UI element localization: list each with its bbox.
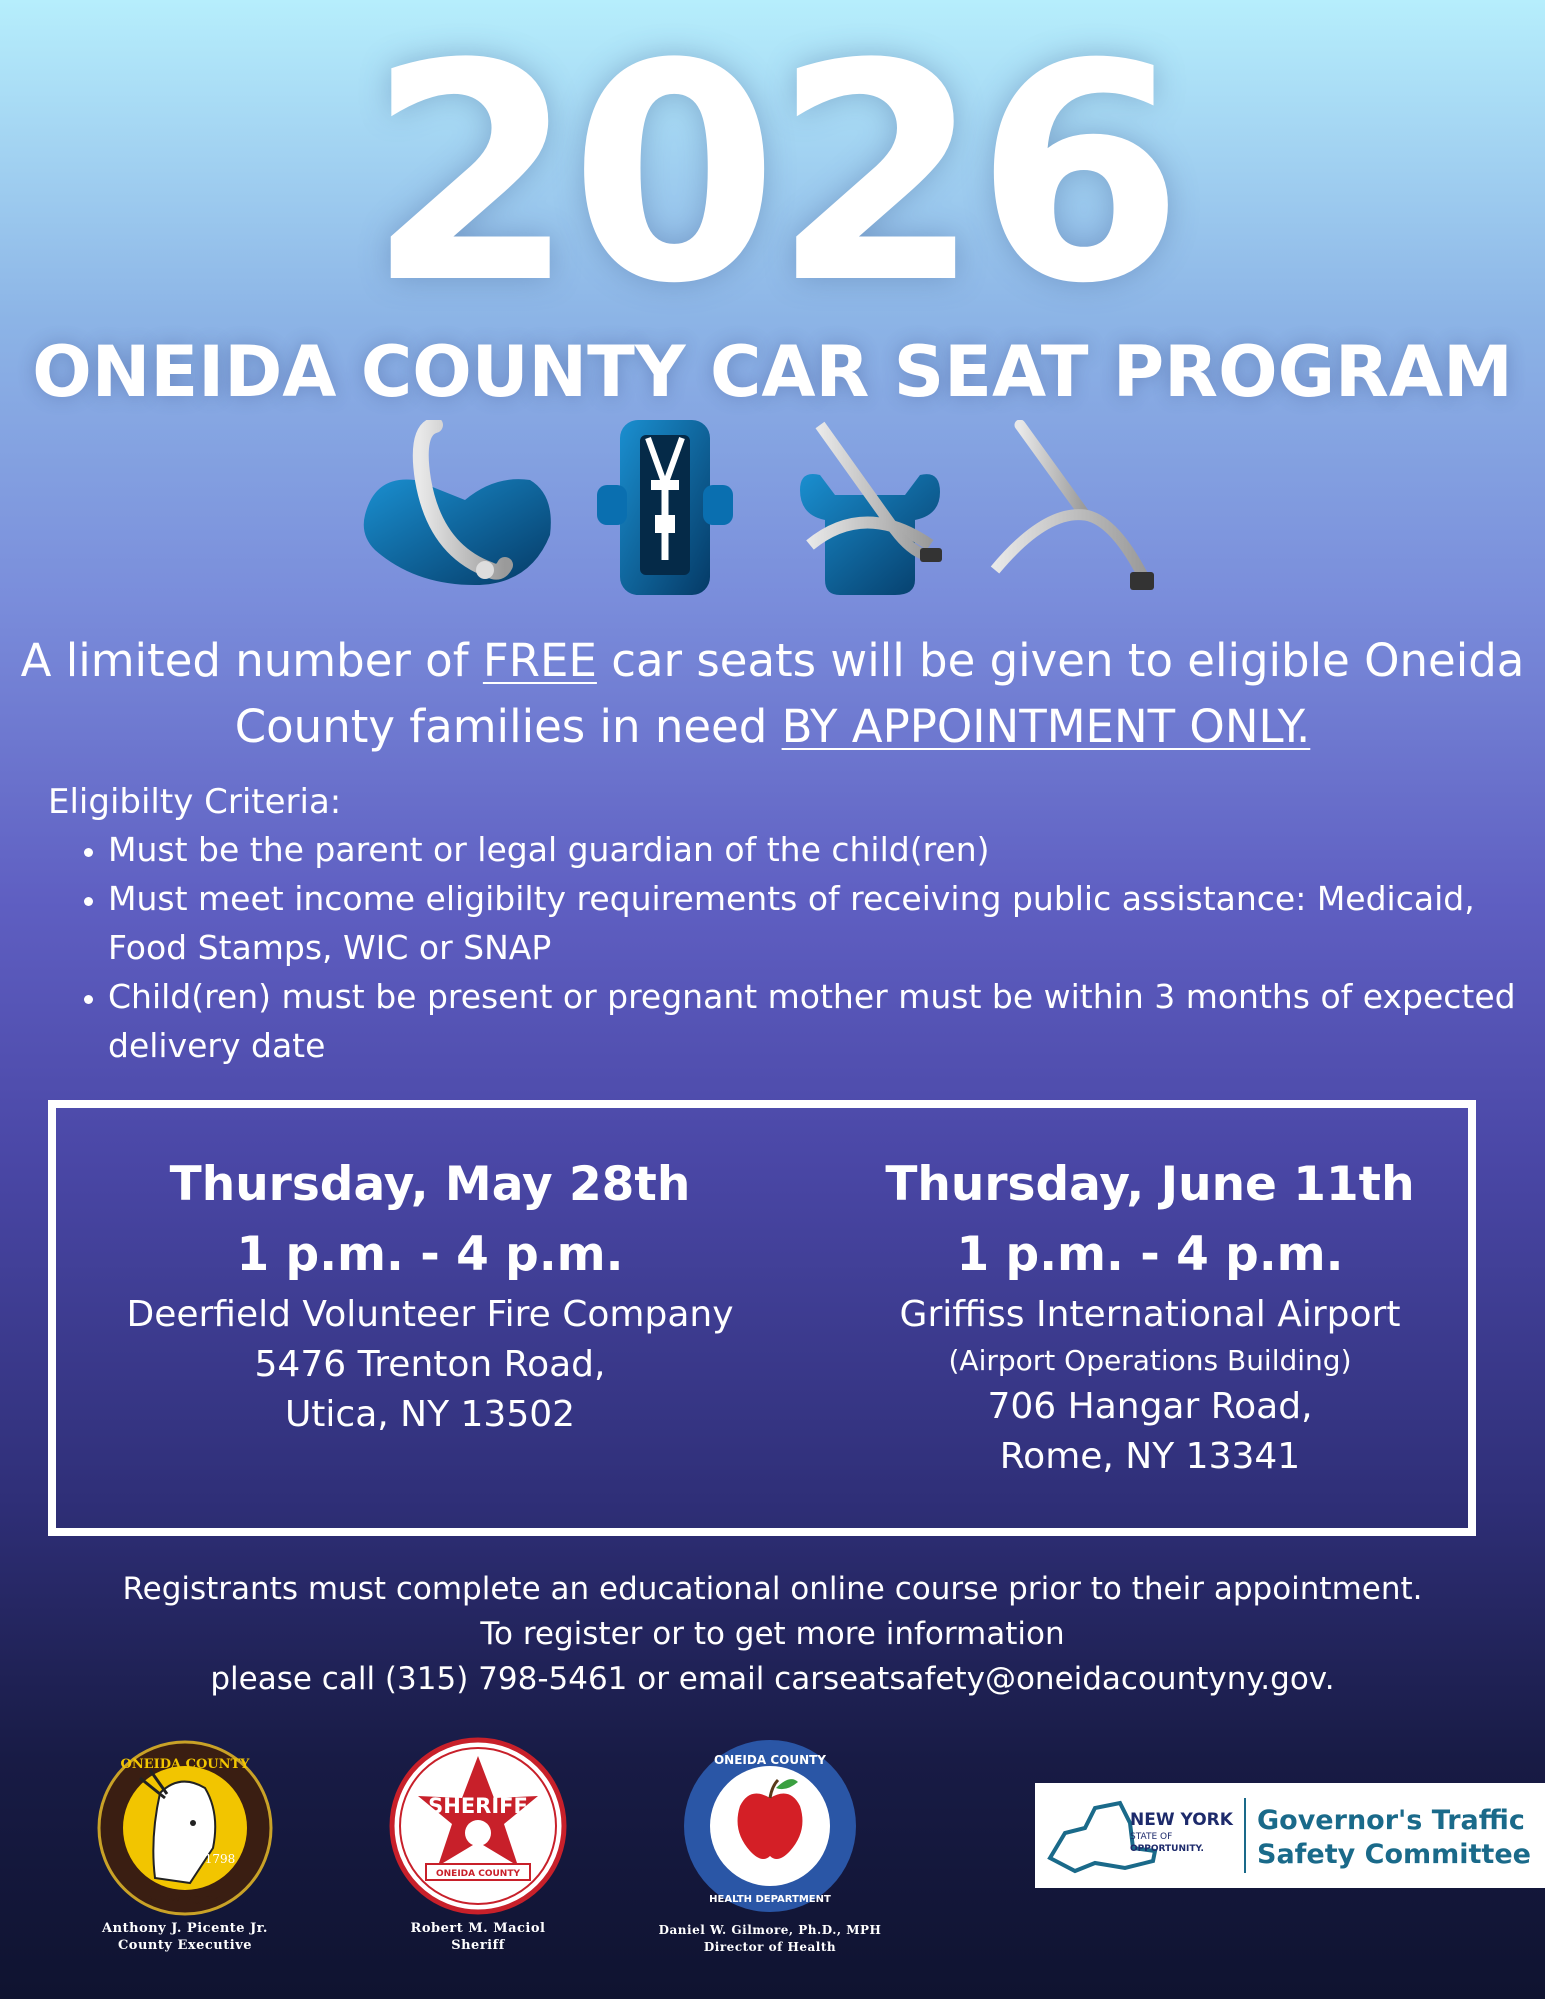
appointment-emphasis: BY APPOINTMENT ONLY. [781,700,1311,753]
event-address-line1: 5476 Trenton Road, [254,1344,606,1385]
health-bottom-text: HEALTH DEPARTMENT [709,1894,831,1905]
gtsc-state-line3: OPPORTUNITY. [1130,1844,1204,1854]
event-venue-note: (Airport Operations Building) [948,1344,1352,1377]
convertible-car-seat-icon [597,420,733,595]
county-seal-year: 1798 [204,1852,236,1866]
sheriff-badge-text: SHERIFF [428,1794,528,1818]
event-time: 1 p.m. - 4 p.m. [956,1227,1344,1282]
seat-belt-icon [995,425,1154,590]
gtsc-state-line2: STATE OF [1130,1832,1173,1842]
health-director-caption [640,1922,900,1956]
sheriff-ribbon-text: ONEIDA COUNTY [435,1869,521,1879]
free-emphasis: FREE [482,634,597,687]
gtsc-name-line1: Governor's Traffic [1257,1805,1525,1836]
eligibility-item: • Child(ren) must be present or pregnant mother must be within 3 months of expected delivery date [108,972,1538,1070]
car-seat-icons-row [355,420,1175,600]
event-griffiss [780,1150,1520,1482]
event-venue: Griffiss International Airport [899,1294,1401,1335]
booster-seat-icon [800,425,942,595]
eligibility-heading: Eligibilty Criteria: [48,782,342,822]
eligibility-list [58,825,1538,1070]
event-address-line1: 706 Hangar Road, [987,1386,1313,1427]
intro-text-1: A limited number of [20,634,483,687]
health-top-text: ONEIDA COUNTY [713,1753,827,1767]
event-date: Thursday, May 28th [169,1157,691,1212]
sheriff-caption [370,1920,586,1954]
registration-info [0,1567,1545,1702]
registration-line2: To register or to get more information [480,1616,1065,1652]
intro-paragraph [20,628,1525,760]
program-title: ONEIDA COUNTY CAR SEAT PROGRAM [32,331,1513,413]
gtsc-name-line2: Safety Committee [1257,1839,1531,1870]
county-executive-name: Anthony J. Picente Jr. [102,1921,268,1936]
event-time: 1 p.m. - 4 p.m. [236,1227,624,1282]
registration-line3: please call (315) 798-5461 or email carseatsafety@oneidacountyny.gov. [210,1661,1335,1697]
eligibility-item: • Must meet income eligibilty requirements of receiving public assistance: Medicaid, Food Stamps, WIC or SNAP [108,874,1538,972]
health-department-logo [680,1736,860,1920]
event-address-line2: Utica, NY 13502 [284,1394,576,1435]
gtsc-state-line1: NEW YORK [1130,1810,1233,1830]
county-executive-caption [75,1920,295,1954]
sheriff-badge-logo [388,1736,568,1920]
event-date: Thursday, June 11th [885,1157,1415,1212]
county-seal-bottom-text: NEW YORK [149,1894,221,1907]
registration-line1: Registrants must complete an educational online course prior to their appointment. [122,1571,1423,1607]
event-deerfield [60,1150,800,1440]
year-heading: 2026 [367,0,1178,349]
health-director-name: Daniel W. Gilmore, Ph.D., MPH [658,1923,882,1937]
event-venue: Deerfield Volunteer Fire Company [126,1294,734,1335]
sheriff-name: Robert M. Maciol [410,1921,546,1936]
sheriff-title: Sheriff [451,1938,505,1953]
intro-text-2: car seats will be given to eligible Oneida County families in need [234,634,1525,753]
county-executive-title: County Executive [117,1938,253,1953]
event-address-line2: Rome, NY 13341 [999,1436,1301,1477]
eligibility-item: • Must be the parent or legal guardian of the child(ren) [108,825,1538,874]
gtsc-logo-panel [1035,1783,1545,1888]
infant-car-seat-icon [364,425,551,585]
county-seal-top-text: ONEIDA COUNTY [120,1757,250,1772]
health-director-title: Director of Health [703,1940,837,1954]
county-seal-logo [95,1738,275,1922]
